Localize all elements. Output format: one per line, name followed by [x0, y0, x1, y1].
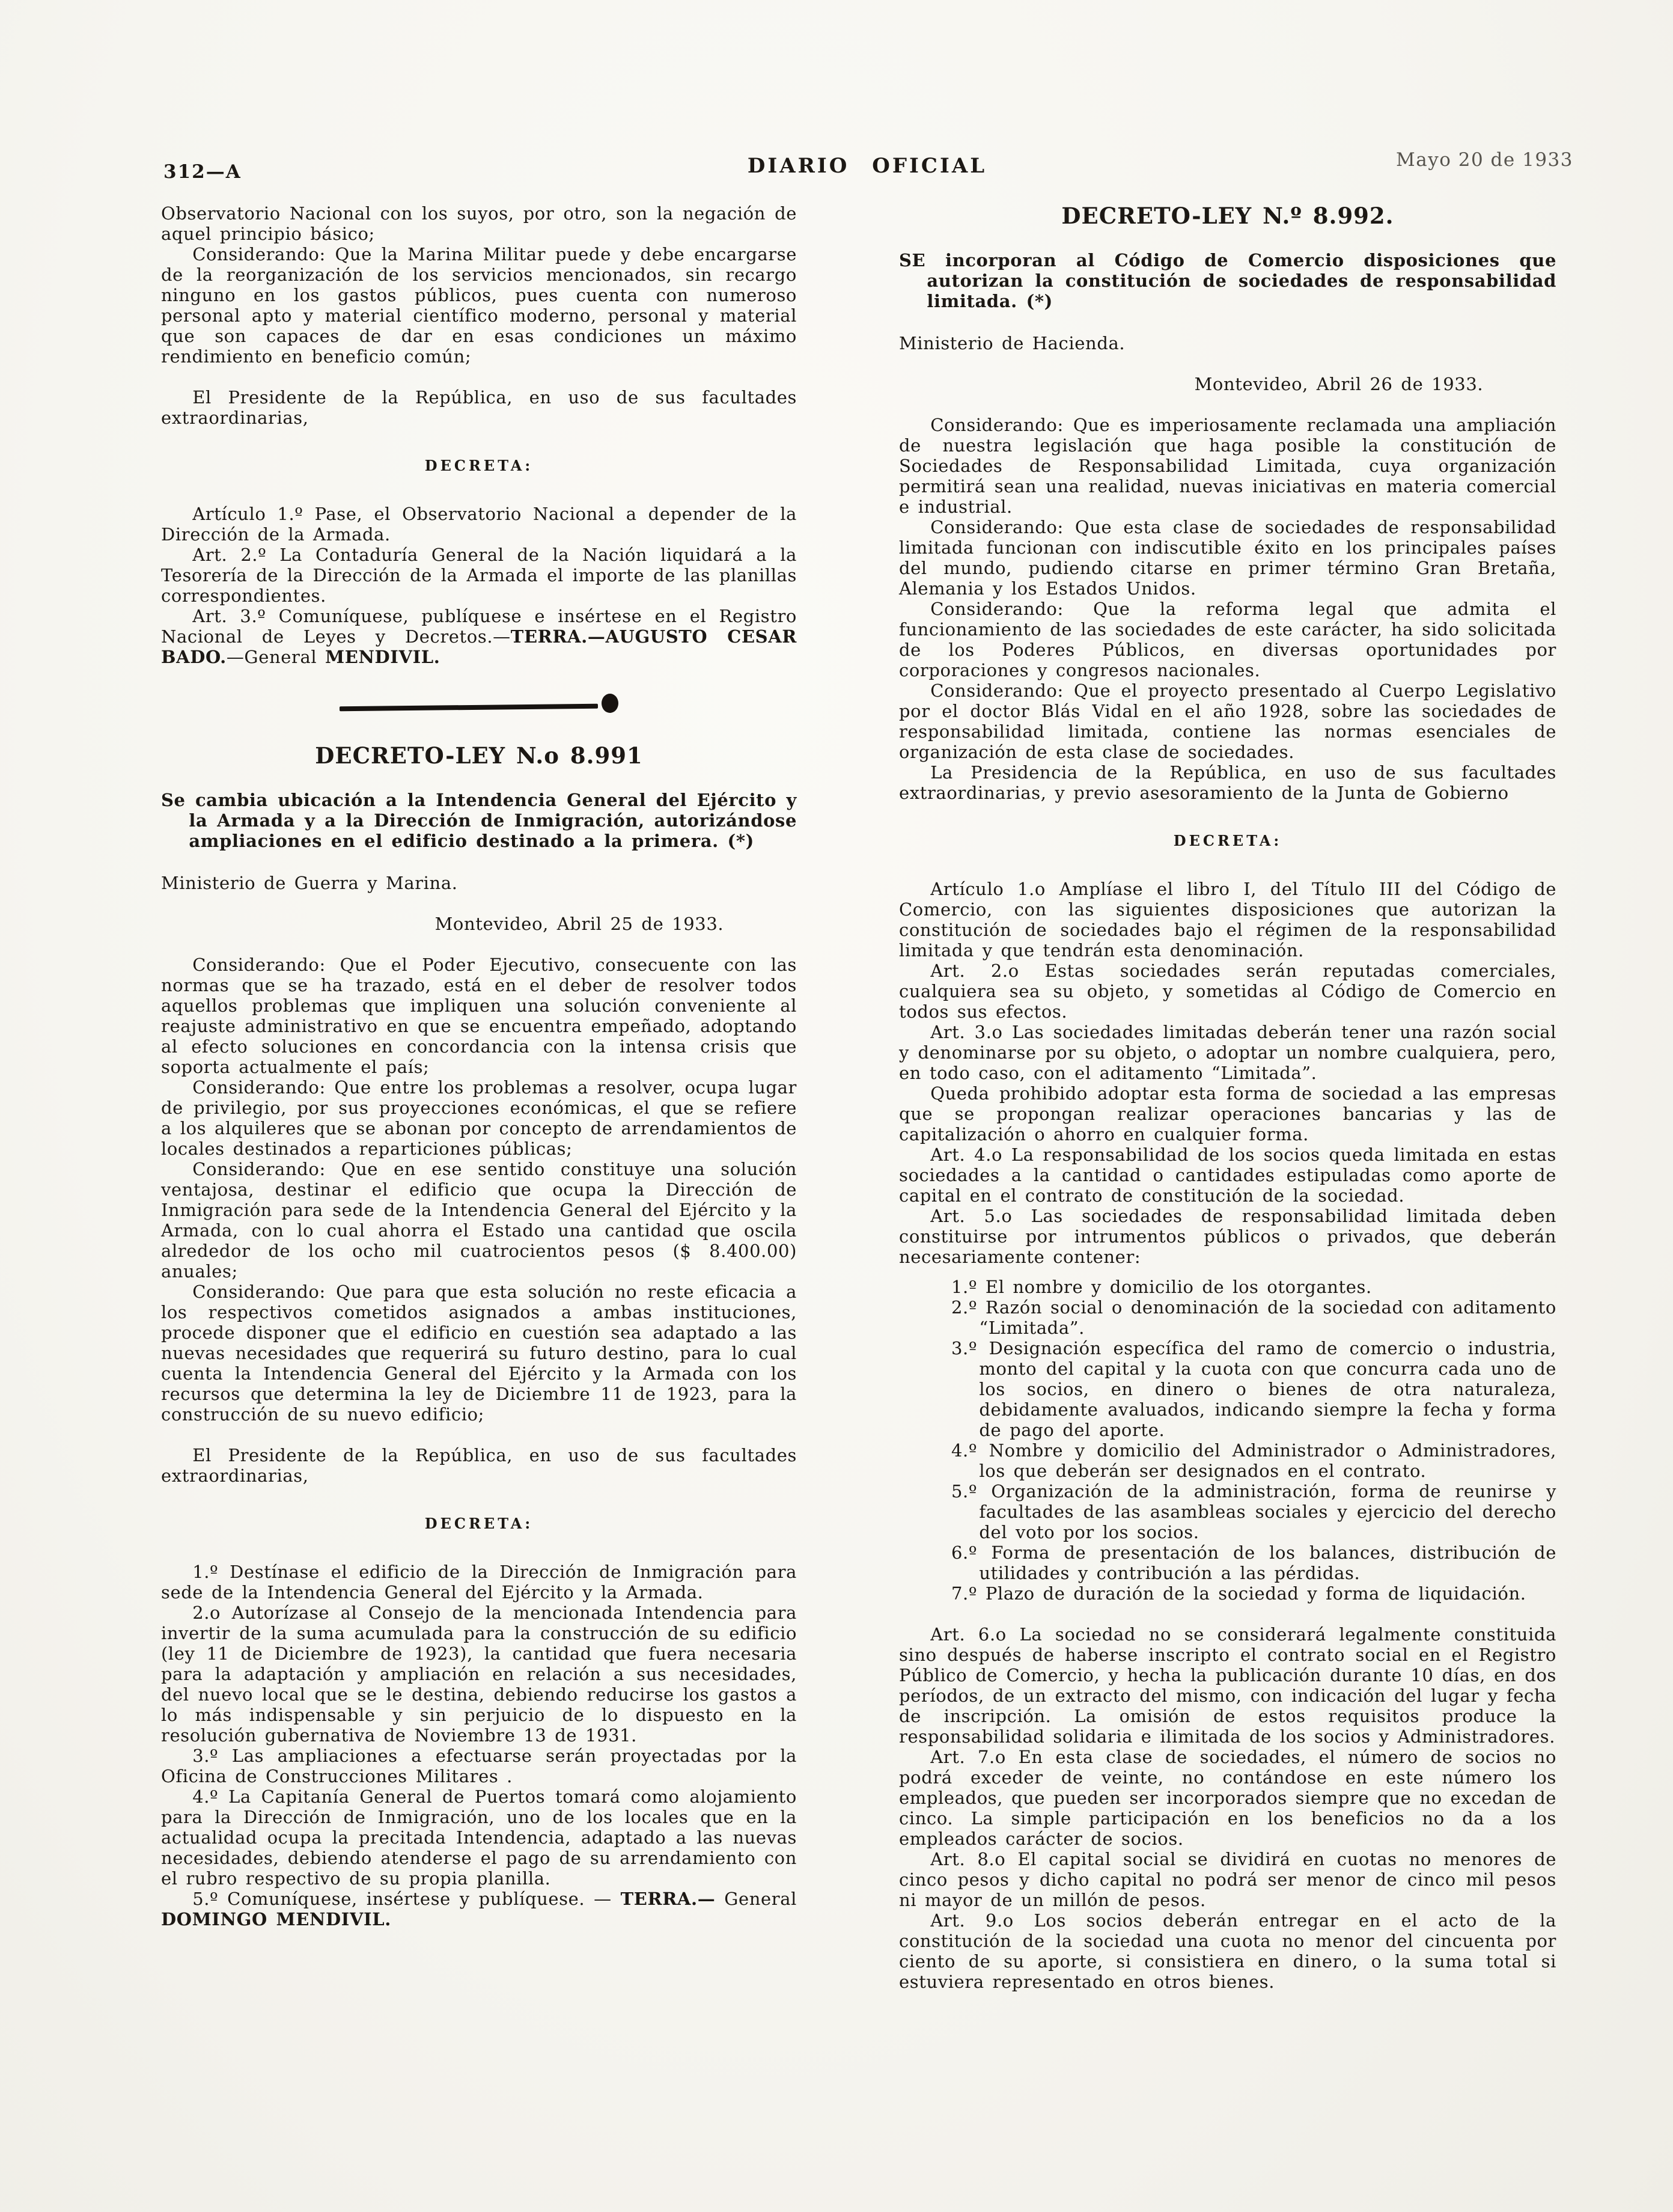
- paragraph-text: General: [715, 1889, 797, 1909]
- decree-summary: Se cambia ubicación a la Intendencia General del Ejército y la Armada y a la Dirección de Inmigración, autorizándose ampliaciones en el edificio destinado a la primera. (*): [161, 790, 797, 851]
- issue-date: Mayo 20 de 1933: [1396, 149, 1573, 171]
- paragraph: Art. 2.º La Contaduría General de la Nación liquidará a la Tesorería de la Dirección de la Armada el importe de las planillas correspondientes.: [161, 545, 797, 606]
- paragraph: Considerando: Que esta clase de sociedades de responsabilidad limitada funcionan con indiscutible éxito en los principales países del mundo, pudiendo citarse en primer término Gran Bretaña, Alemania y los Estados Unidos.: [899, 517, 1556, 599]
- right-column: [899, 203, 1556, 1992]
- paragraph: Considerando: Que entre los problemas a resolver, ocupa lugar de privilegio, por sus proyecciones económicas, el que se refiere a los alquileres que se abonan por concepto de arrendamientos de locales destinados a reparticiones públicas;: [161, 1077, 797, 1159]
- paragraph-text: —General: [226, 647, 326, 667]
- paragraph: Considerando: Que el proyecto presentado al Cuerpo Legislativo por el doctor Blás Vidal en el año 1928, sobre las sociedades de responsabilidad limitada, contiene las normas esenciales de organización de esta clase de sociedades.: [899, 680, 1556, 762]
- paragraph: Art. 8.o El capital social se dividirá en cuotas no menores de cinco pesos y dicho capital no podrá ser menor de cinco mil pesos ni mayor de un millón de pesos.: [899, 1849, 1556, 1910]
- divider-rule: [340, 704, 598, 712]
- paragraph: 3.º Las ampliaciones a efectuarse serán proyectadas por la Oficina de Construcciones Militares .: [161, 1746, 797, 1786]
- paragraph: Considerando: Que la reforma legal que admita el funcionamiento de las sociedades de este carácter, ha sido solicitada de los Poderes Públicos, en diversas oportunidades por corporaciones y congresos nacionales.: [899, 599, 1556, 680]
- paragraph: Art. 7.o En esta clase de sociedades, el número de socios no podrá exceder de veinte, no contándose en este número los empleados, que pueden ser incorporados siempre que no excedan de cinco. La simple participación en los beneficios no da a los empleados carácter de socios.: [899, 1747, 1556, 1849]
- left-column: [161, 203, 797, 1929]
- signature: DOMINGO MENDIVIL.: [161, 1909, 391, 1929]
- paragraph: Art. 5.o Las sociedades de responsabilidad limitada deben constituirse por intrumentos públicos o privados, que deberán necesariamente contener:: [899, 1206, 1556, 1267]
- ministry-line: Ministerio de Hacienda.: [899, 333, 1126, 353]
- paragraph: 1.º Destínase el edificio de la Dirección de Inmigración para sede de la Intendencia General del Ejército y la Armada.: [161, 1562, 797, 1602]
- page-number: 312—A: [163, 161, 242, 183]
- masthead-title: DIARIO OFICIAL: [747, 154, 987, 178]
- paragraph-text: 5.º Comuníquese, insértese y publíquese. —: [192, 1889, 621, 1909]
- paragraph: Artículo 1.o Amplíase el libro I, del Título III del Código de Comercio, con las siguientes disposiciones que autorizan la constitución de sociedades bajo el régimen de la responsabilidad limitada y que tendrán esta denominación.: [899, 879, 1556, 961]
- paragraph: [161, 1889, 797, 1929]
- divider-dot: [602, 694, 618, 713]
- paragraph: Queda prohibido adoptar esta forma de sociedad a las empresas que se propongan realizar operaciones bancarias y las de capitalización o ahorro en cualquier forma.: [899, 1083, 1556, 1144]
- numbered-list: [899, 1277, 1556, 1604]
- paragraph: Art. 3.o Las sociedades limitadas deberán tener una razón social y denominarse por su objeto, o adoptar un nombre cualquiera, pero, en todo caso, con el aditamento “Limitada”.: [899, 1022, 1556, 1083]
- paragraph: Art. 6.o La sociedad no se considerará legalmente constituida sino después de haberse inscripto el contrato social en el Registro Público de Comercio, y hecha la publicación durante 10 días, en dos períodos, de un extracto del mismo, con indicación del lugar y fecha de inscripción. La omisión de estos requisitos produce la responsabilidad solidaria e ilimitada de los socios y Administradores.: [899, 1624, 1556, 1747]
- paragraph: Considerando: Que es imperiosamente reclamada una ampliación de nuestra legislación que haga posible la constitución de Sociedades de Responsabilidad Limitada, cuya organización permitirá sean una realidad, nuevas iniciativas en materia comercial e industrial.: [899, 415, 1556, 517]
- paragraph: [161, 606, 797, 667]
- paragraph: La Presidencia de la República, en uso de sus facultades extraordinarias, y previo asesoramiento de la Junta de Gobierno: [899, 762, 1556, 803]
- section-divider: [161, 697, 797, 718]
- list-item: 7.º Plazo de duración de la sociedad y forma de liquidación.: [951, 1583, 1526, 1604]
- ministry-line: Ministerio de Guerra y Marina.: [161, 873, 458, 893]
- paragraph: El Presidente de la República, en uso de sus facultades extraordinarias,: [161, 1445, 797, 1486]
- decree-heading: DECRETO-LEY N.o 8.991: [315, 742, 643, 769]
- list-item: 2.º Razón social o denominación de la sociedad con aditamento “Limitada”.: [951, 1297, 1556, 1338]
- decreta-formula: DECRETA:: [424, 457, 534, 474]
- decreta-formula: DECRETA:: [424, 1515, 534, 1532]
- list-item: 5.º Organización de la administración, forma de reunirse y facultades de las asambleas sociales y ejercicio del derecho del voto por los socios.: [951, 1481, 1556, 1542]
- paragraph: 4.º La Capitanía General de Puertos tomará como alojamiento para la Dirección de Inmigración, uno de los locales que en la actualidad ocupa la precitada Intendencia, adaptado a las nuevas necesidades, debiendo atenderse el pago de su arrendamiento con el rubro respectivo de su propia planilla.: [161, 1786, 797, 1889]
- signature: TERRA.—: [620, 1889, 716, 1909]
- page-header: [161, 148, 1573, 190]
- list-item: 6.º Forma de presentación de los balances, distribución de utilidades y contribución a las pérdidas.: [951, 1542, 1556, 1583]
- decree-summary: SE incorporan al Código de Comercio disposiciones que autorizan la constitución de sociedades de responsabilidad limitada. (*): [899, 250, 1556, 311]
- paragraph: Considerando: Que el Poder Ejecutivo, consecuente con las normas que se ha trazado, está en el deber de resolver todos aquellos problemas que impliquen una solución conveniente al reajuste administrativo en que se encuentra empeñado, adoptando al efecto soluciones en concordancia con la intensa crisis que soporta actualmente el país;: [161, 955, 797, 1077]
- signature: MENDIVIL.: [325, 647, 440, 667]
- list-item: 1.º El nombre y domicilio de los otorgantes.: [951, 1277, 1372, 1297]
- paragraph: Artículo 1.º Pase, el Observatorio Nacional a depender de la Dirección de la Armada.: [161, 504, 797, 545]
- signature: TERRA.—AUGUSTO CESAR BADO.: [161, 626, 797, 667]
- paragraph: Observatorio Nacional con los suyos, por otro, son la negación de aquel principio básico;: [161, 203, 797, 244]
- paragraph: Considerando: Que en ese sentido constituye una solución ventajosa, destinar el edificio que ocupa la Dirección de Inmigración para sede de la Intendencia General del Ejército y la Armada, con lo cual ahorra el Estado una cantidad que oscila alrededor de los ocho mil cuatrocientos pesos ($ 8.400.00) anuales;: [161, 1159, 797, 1282]
- paragraph: Art. 4.o La responsabilidad de los socios queda limitada en estas sociedades a la cantidad o cantidades estipuladas como aporte de capital en el contrato de constitución de la sociedad.: [899, 1144, 1556, 1206]
- decree-heading: DECRETO-LEY N.º 8.992.: [1061, 203, 1394, 229]
- decreta-formula: DECRETA:: [1173, 832, 1282, 849]
- paragraph: El Presidente de la República, en uso de sus facultades extraordinarias,: [161, 387, 797, 428]
- list-item: 4.º Nombre y domicilio del Administrador o Administradores, los que deberán ser designados en el contrato.: [951, 1440, 1556, 1481]
- dateline: Montevideo, Abril 25 de 1933.: [434, 914, 724, 934]
- paragraph: Considerando: Que para que esta solución no reste eficacia a los respectivos cometidos asignados a ambas instituciones, procede disponer que el edificio en cuestión sea adaptado a las nuevas necesidades que requerirá su futuro destino, para lo cual cuenta la Intendencia General del Ejército y la Armada con los recursos que determina la ley de Diciembre 11 de 1923, para la construcción de su nuevo edificio;: [161, 1282, 797, 1425]
- paragraph: 2.o Autorízase al Consejo de la mencionada Intendencia para invertir de la suma acumulada para la construcción de su edificio (ley 11 de Diciembre de 1923), la cantidad que fuera necesaria para la adaptación y ampliación en relación a sus necesidades, del nuevo local que se le destina, debiendo reducirse los gastos a lo más indispensable y sin perjuicio de lo dispuesto en la resolución gubernativa de Noviembre 13 de 1931.: [161, 1602, 797, 1746]
- dateline: Montevideo, Abril 26 de 1933.: [1194, 374, 1484, 394]
- paragraph-text: Art. 3.º Comuníquese, publíquese e insértese en el Registro Nacional de Leyes y Decretos.—: [161, 606, 797, 647]
- paragraph: Considerando: Que la Marina Militar puede y debe encargarse de la reorganización de los servicios mencionados, sin recargo ninguno en los gastos públicos, pues cuenta con numeroso personal apto y material científico moderno, personal y material que son capaces de dar en esas condiciones un máximo rendimiento en beneficio común;: [161, 244, 797, 367]
- paragraph: Art. 2.o Estas sociedades serán reputadas comerciales, cualquiera sea su objeto, y sometidas al Código de Comercio en todos sus efectos.: [899, 961, 1556, 1022]
- paragraph: Art. 9.o Los socios deberán entregar en el acto de la constitución de la sociedad una cuota no menor del cincuenta por ciento de su aporte, si consistiera en dinero, o la suma total si estuviera representado en otros bienes.: [899, 1910, 1556, 1992]
- list-item: 3.º Designación específica del ramo de comercio o industria, monto del capital y la cuota con que concurra cada uno de los socios, en dinero o bienes de otra naturaleza, debidamente avaluados, indicando siempre la fecha y forma de pago del aporte.: [951, 1338, 1556, 1440]
